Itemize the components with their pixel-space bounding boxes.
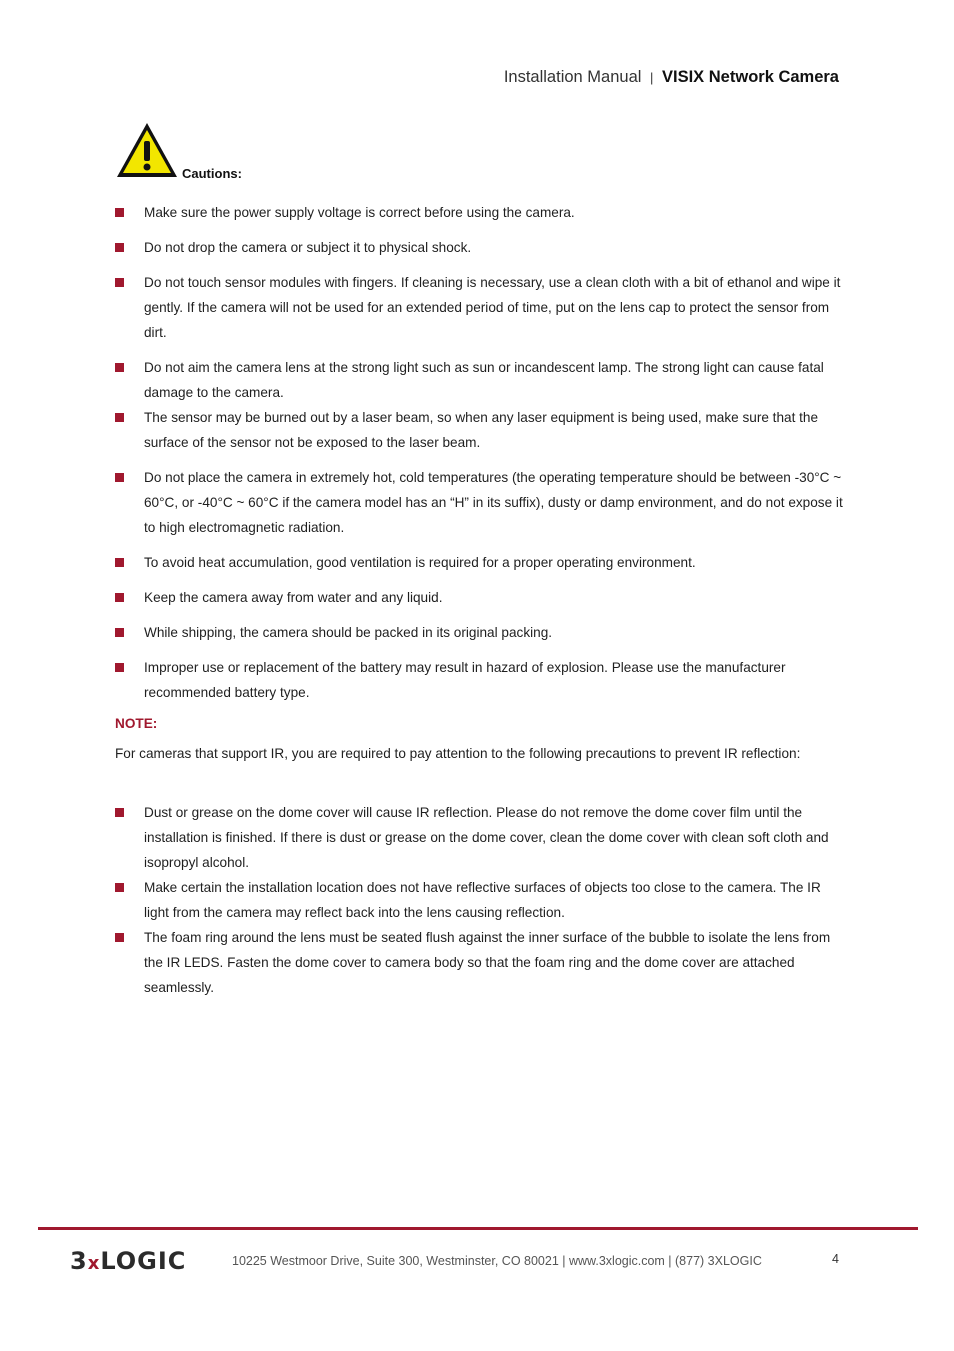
footer-address: 10225 Westmoor Drive, Suite 300, Westminster, CO 80021 | www.3xlogic.com | (877) 3XLOGIC [232,1254,762,1268]
caution-text: Do not aim the camera lens at the strong light such as sun or incandescent lamp. The strong light can cause fatal damage to the camera. [144,360,824,400]
logo-x: x [87,1253,101,1274]
bullet-icon [115,363,124,372]
page-header [504,68,839,87]
bullet-icon [115,593,124,602]
bullet-icon [115,933,124,942]
bullet-icon [115,243,124,252]
bullet-icon [115,413,124,422]
bullet-icon [115,208,124,217]
note-text: The foam ring around the lens must be seated flush against the inner surface of the bubble to isolate the lens from the IR LEDS. Fasten the dome cover to camera body so that the foam ring and the dome cover are attached seamlessly. [144,930,831,995]
manual-label: Installation Manual [503,68,642,86]
note-text: Dust or grease on the dome cover will cause IR reflection. Please do not remove the dome cover film until the installation is finished. If there is dust or grease on the dome cover, clean the dome cover with clean soft cloth and isopropyl alcohol. [144,805,829,870]
bullet-icon [115,473,124,482]
cautions-title: Cautions: [182,166,242,181]
warning-triangle-icon [115,121,179,179]
bullet-icon [115,628,124,637]
caution-text: Keep the camera away from water and any liquid. [144,590,443,605]
product-name: VISIX Network Camera [662,68,839,86]
logo-suffix: LOGIC [100,1247,187,1275]
caution-text: Make sure the power supply voltage is correct before using the camera. [144,205,575,220]
note-title: NOTE: [115,716,158,731]
caution-text: While shipping, the camera should be packed in its original packing. [144,625,553,640]
page-number: 4 [832,1252,839,1266]
footer-divider [38,1227,918,1230]
logo-prefix: 3 [70,1247,88,1275]
bullet-icon [115,808,124,817]
note-text: Make certain the installation location does not have reflective surfaces of objects too close to the camera. The IR light from the camera may reflect back into the lens causing reflection. [144,880,821,920]
caution-text: The sensor may be burned out by a laser beam, so when any laser equipment is being used, make sure that the surface of the sensor not be exposed to the laser beam. [144,410,819,450]
caution-text: Do not drop the camera or subject it to physical shock. [144,240,472,255]
caution-text: Do not touch sensor modules with fingers. If cleaning is necessary, use a clean cloth with a bit of ethanol and wipe it gently. If the camera will not be used for an extended period of time, put on the lens cap to protect the sensor from dirt. [144,275,841,340]
caution-text: Improper use or replacement of the battery may result in hazard of explosion. Please use the manufacturer recommended battery type. [144,660,786,700]
note-intro: For cameras that support IR, you are required to pay attention to the following precautions to prevent IR reflection: [115,746,801,761]
header-separator: | [650,70,654,85]
bullet-icon [115,558,124,567]
caution-text: Do not place the camera in extremely hot, cold temperatures (the operating temperature should be between -30°C ~ 60°C, or -40°C ~ 60°C if the camera model has an “H” in its suffix), dusty or damp environment, and do not expose it to high electromagnetic radiation. [144,470,843,535]
bullet-icon [115,663,124,672]
bullet-icon [115,278,124,287]
bullet-icon [115,883,124,892]
caution-text: To avoid heat accumulation, good ventilation is required for a proper operating environment. [144,555,696,570]
company-logo [70,1247,186,1275]
